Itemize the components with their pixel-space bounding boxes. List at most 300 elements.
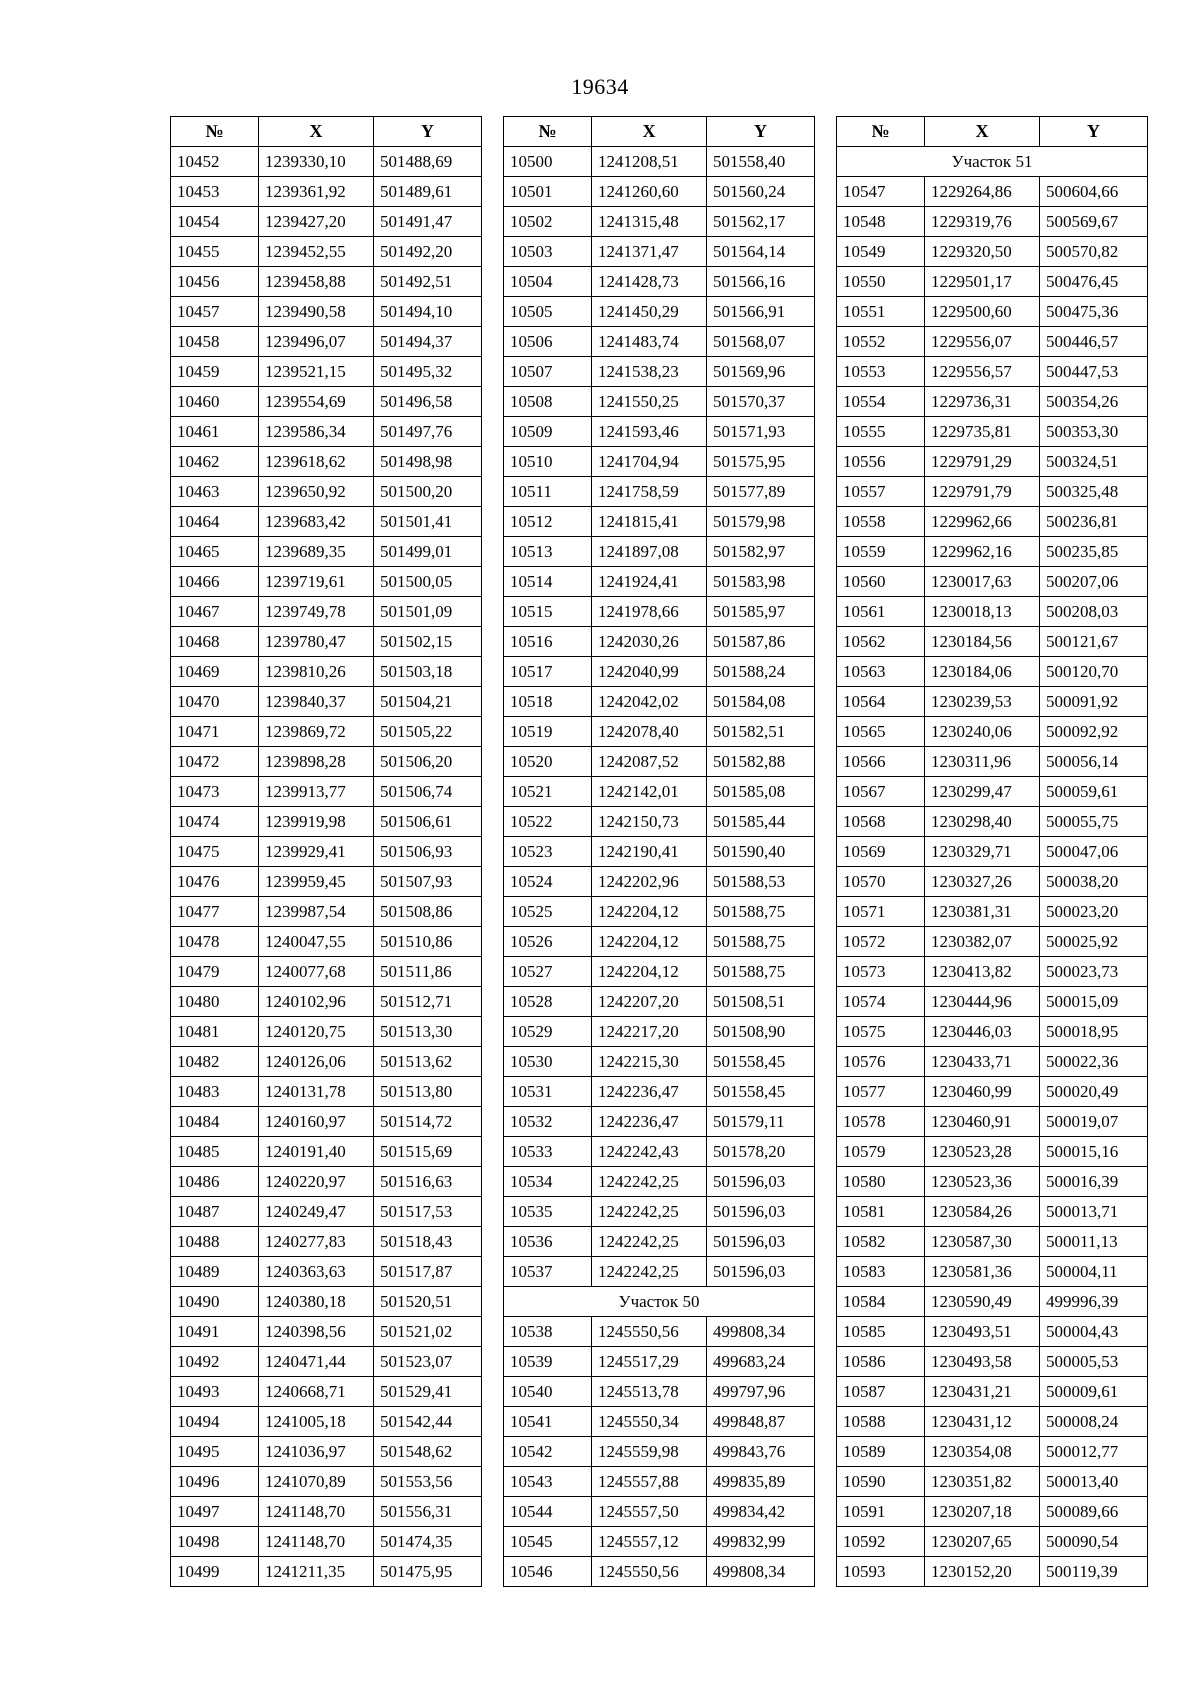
x-coordinate-cell: 1242207,20 [592, 987, 707, 1017]
table-row [837, 387, 1148, 417]
point-number-cell: 10505 [504, 297, 592, 327]
point-number-cell: 10590 [837, 1467, 925, 1497]
y-coordinate-cell: 501553,56 [374, 1467, 482, 1497]
point-number-cell: 10579 [837, 1137, 925, 1167]
point-number-cell: 10523 [504, 837, 592, 867]
x-coordinate-cell: 1239554,69 [259, 387, 374, 417]
y-coordinate-cell: 499797,96 [707, 1377, 815, 1407]
x-coordinate-cell: 1240249,47 [259, 1197, 374, 1227]
point-number-cell: 10461 [171, 417, 259, 447]
x-coordinate-cell: 1239330,10 [259, 147, 374, 177]
table-row [504, 1167, 815, 1197]
x-coordinate-cell: 1230590,49 [925, 1287, 1040, 1317]
y-coordinate-cell: 500023,20 [1040, 897, 1148, 927]
point-number-cell: 10477 [171, 897, 259, 927]
table-row [837, 987, 1148, 1017]
table-row [837, 1137, 1148, 1167]
y-coordinate-cell: 500012,77 [1040, 1437, 1148, 1467]
table-header-row [837, 117, 1148, 147]
table-row [837, 357, 1148, 387]
table-row [504, 447, 815, 477]
point-number-cell: 10571 [837, 897, 925, 927]
table-row [837, 537, 1148, 567]
table-row [171, 747, 482, 777]
point-number-cell: 10545 [504, 1527, 592, 1557]
x-coordinate-cell: 1240120,75 [259, 1017, 374, 1047]
table-row [171, 207, 482, 237]
point-number-cell: 10529 [504, 1017, 592, 1047]
point-number-cell: 10522 [504, 807, 592, 837]
x-coordinate-cell: 1242040,99 [592, 657, 707, 687]
table-row [171, 1227, 482, 1257]
y-coordinate-cell: 500090,54 [1040, 1527, 1148, 1557]
x-coordinate-cell: 1241978,66 [592, 597, 707, 627]
point-number-cell: 10540 [504, 1377, 592, 1407]
y-coordinate-cell: 499834,42 [707, 1497, 815, 1527]
y-coordinate-cell: 501562,17 [707, 207, 815, 237]
point-number-cell: 10490 [171, 1287, 259, 1317]
table-row [504, 1227, 815, 1257]
y-coordinate-cell: 500235,85 [1040, 537, 1148, 567]
y-coordinate-cell: 500475,36 [1040, 297, 1148, 327]
column-header-number: № [171, 117, 259, 147]
x-coordinate-cell: 1239749,78 [259, 597, 374, 627]
x-coordinate-cell: 1245550,34 [592, 1407, 707, 1437]
x-coordinate-cell: 1245557,88 [592, 1467, 707, 1497]
y-coordinate-cell: 501582,97 [707, 537, 815, 567]
x-coordinate-cell: 1240191,40 [259, 1137, 374, 1167]
table-row [504, 1197, 815, 1227]
x-coordinate-cell: 1239959,45 [259, 867, 374, 897]
y-coordinate-cell: 500022,36 [1040, 1047, 1148, 1077]
table-row [504, 1257, 815, 1287]
table-row [837, 1437, 1148, 1467]
y-coordinate-cell: 500005,53 [1040, 1347, 1148, 1377]
y-coordinate-cell: 500038,20 [1040, 867, 1148, 897]
point-number-cell: 10488 [171, 1227, 259, 1257]
x-coordinate-cell: 1242236,47 [592, 1107, 707, 1137]
y-coordinate-cell: 501590,40 [707, 837, 815, 867]
section-heading: Участок 51 [837, 147, 1148, 177]
point-number-cell: 10583 [837, 1257, 925, 1287]
point-number-cell: 10481 [171, 1017, 259, 1047]
table-row [837, 777, 1148, 807]
point-number-cell: 10587 [837, 1377, 925, 1407]
table-row [504, 777, 815, 807]
y-coordinate-cell: 501506,61 [374, 807, 482, 837]
table-row [171, 1347, 482, 1377]
coordinates-table-2 [503, 116, 815, 1587]
x-coordinate-cell: 1230298,40 [925, 807, 1040, 837]
x-coordinate-cell: 1230431,21 [925, 1377, 1040, 1407]
table-row [504, 1077, 815, 1107]
y-coordinate-cell: 501510,86 [374, 927, 482, 957]
x-coordinate-cell: 1241538,23 [592, 357, 707, 387]
x-coordinate-cell: 1245557,12 [592, 1527, 707, 1557]
y-coordinate-cell: 501501,41 [374, 507, 482, 537]
section-heading: Участок 50 [504, 1287, 815, 1317]
point-number-cell: 10521 [504, 777, 592, 807]
y-coordinate-cell: 501569,96 [707, 357, 815, 387]
x-coordinate-cell: 1229735,81 [925, 417, 1040, 447]
coordinates-table-3 [836, 116, 1148, 1587]
table-row [504, 507, 815, 537]
table-row [171, 267, 482, 297]
y-coordinate-cell: 499808,34 [707, 1557, 815, 1587]
table-row [171, 1377, 482, 1407]
y-coordinate-cell: 501508,90 [707, 1017, 815, 1047]
table-row [837, 687, 1148, 717]
table-row [504, 1527, 815, 1557]
y-coordinate-cell: 501506,20 [374, 747, 482, 777]
y-coordinate-cell: 501588,53 [707, 867, 815, 897]
y-coordinate-cell: 501504,21 [374, 687, 482, 717]
y-coordinate-cell: 501578,20 [707, 1137, 815, 1167]
y-coordinate-cell: 501587,86 [707, 627, 815, 657]
point-number-cell: 10588 [837, 1407, 925, 1437]
point-number-cell: 10468 [171, 627, 259, 657]
table-row [504, 537, 815, 567]
y-coordinate-cell: 500011,13 [1040, 1227, 1148, 1257]
table-row [837, 297, 1148, 327]
x-coordinate-cell: 1240220,97 [259, 1167, 374, 1197]
table-row [837, 1557, 1148, 1587]
x-coordinate-cell: 1239458,88 [259, 267, 374, 297]
x-coordinate-cell: 1230460,91 [925, 1107, 1040, 1137]
point-number-cell: 10493 [171, 1377, 259, 1407]
table-row [171, 1437, 482, 1467]
table-row [504, 147, 815, 177]
y-coordinate-cell: 500236,81 [1040, 507, 1148, 537]
point-number-cell: 10551 [837, 297, 925, 327]
x-coordinate-cell: 1240047,55 [259, 927, 374, 957]
table-row [837, 1317, 1148, 1347]
y-coordinate-cell: 501502,15 [374, 627, 482, 657]
y-coordinate-cell: 501556,31 [374, 1497, 482, 1527]
point-number-cell: 10535 [504, 1197, 592, 1227]
x-coordinate-cell: 1239869,72 [259, 717, 374, 747]
y-coordinate-cell: 500120,70 [1040, 657, 1148, 687]
point-number-cell: 10552 [837, 327, 925, 357]
x-coordinate-cell: 1229736,31 [925, 387, 1040, 417]
y-coordinate-cell: 501515,69 [374, 1137, 482, 1167]
x-coordinate-cell: 1239929,41 [259, 837, 374, 867]
x-coordinate-cell: 1239919,98 [259, 807, 374, 837]
y-coordinate-cell: 501492,51 [374, 267, 482, 297]
x-coordinate-cell: 1240102,96 [259, 987, 374, 1017]
point-number-cell: 10557 [837, 477, 925, 507]
x-coordinate-cell: 1230493,51 [925, 1317, 1040, 1347]
y-coordinate-cell: 501568,07 [707, 327, 815, 357]
y-coordinate-cell: 501512,71 [374, 987, 482, 1017]
y-coordinate-cell: 501495,32 [374, 357, 482, 387]
y-coordinate-cell: 501508,86 [374, 897, 482, 927]
x-coordinate-cell: 1239618,62 [259, 447, 374, 477]
x-coordinate-cell: 1230431,12 [925, 1407, 1040, 1437]
y-coordinate-cell: 500476,45 [1040, 267, 1148, 297]
table-row [837, 1377, 1148, 1407]
point-number-cell: 10464 [171, 507, 259, 537]
x-coordinate-cell: 1241315,48 [592, 207, 707, 237]
x-coordinate-cell: 1230446,03 [925, 1017, 1040, 1047]
y-coordinate-cell: 501499,01 [374, 537, 482, 567]
point-number-cell: 10582 [837, 1227, 925, 1257]
point-number-cell: 10501 [504, 177, 592, 207]
y-coordinate-cell: 501558,40 [707, 147, 815, 177]
table-row [504, 237, 815, 267]
table-row [171, 1137, 482, 1167]
point-number-cell: 10581 [837, 1197, 925, 1227]
point-number-cell: 10546 [504, 1557, 592, 1587]
point-number-cell: 10460 [171, 387, 259, 417]
point-number-cell: 10478 [171, 927, 259, 957]
point-number-cell: 10585 [837, 1317, 925, 1347]
table-row [504, 1017, 815, 1047]
point-number-cell: 10486 [171, 1167, 259, 1197]
table-row [171, 537, 482, 567]
point-number-cell: 10575 [837, 1017, 925, 1047]
point-number-cell: 10547 [837, 177, 925, 207]
x-coordinate-cell: 1240363,63 [259, 1257, 374, 1287]
point-number-cell: 10578 [837, 1107, 925, 1137]
y-coordinate-cell: 501517,87 [374, 1257, 482, 1287]
x-coordinate-cell: 1241148,70 [259, 1497, 374, 1527]
point-number-cell: 10511 [504, 477, 592, 507]
x-coordinate-cell: 1242142,01 [592, 777, 707, 807]
section-heading-row [837, 147, 1148, 177]
column-header-x: X [259, 117, 374, 147]
x-coordinate-cell: 1230184,56 [925, 627, 1040, 657]
y-coordinate-cell: 501513,80 [374, 1077, 482, 1107]
y-coordinate-cell: 501558,45 [707, 1077, 815, 1107]
y-coordinate-cell: 501582,88 [707, 747, 815, 777]
x-coordinate-cell: 1230207,65 [925, 1527, 1040, 1557]
table-row [837, 747, 1148, 777]
x-coordinate-cell: 1229264,86 [925, 177, 1040, 207]
y-coordinate-cell: 500604,66 [1040, 177, 1148, 207]
y-coordinate-cell: 500121,67 [1040, 627, 1148, 657]
x-coordinate-cell: 1230433,71 [925, 1047, 1040, 1077]
table-row [837, 1527, 1148, 1557]
table-row [837, 957, 1148, 987]
y-coordinate-cell: 501577,89 [707, 477, 815, 507]
point-number-cell: 10566 [837, 747, 925, 777]
point-number-cell: 10454 [171, 207, 259, 237]
table-row [171, 867, 482, 897]
point-number-cell: 10580 [837, 1167, 925, 1197]
point-number-cell: 10483 [171, 1077, 259, 1107]
table-row [837, 1197, 1148, 1227]
point-number-cell: 10476 [171, 867, 259, 897]
x-coordinate-cell: 1229791,79 [925, 477, 1040, 507]
point-number-cell: 10548 [837, 207, 925, 237]
x-coordinate-cell: 1241704,94 [592, 447, 707, 477]
table-row [171, 687, 482, 717]
x-coordinate-cell: 1230382,07 [925, 927, 1040, 957]
x-coordinate-cell: 1230413,82 [925, 957, 1040, 987]
table-row [504, 417, 815, 447]
table-row [171, 1107, 482, 1137]
x-coordinate-cell: 1242087,52 [592, 747, 707, 777]
table-row [171, 357, 482, 387]
y-coordinate-cell: 501542,44 [374, 1407, 482, 1437]
table-row [837, 177, 1148, 207]
x-coordinate-cell: 1230381,31 [925, 897, 1040, 927]
x-coordinate-cell: 1240126,06 [259, 1047, 374, 1077]
table-row [171, 717, 482, 747]
point-number-cell: 10568 [837, 807, 925, 837]
y-coordinate-cell: 500013,71 [1040, 1197, 1148, 1227]
x-coordinate-cell: 1242215,30 [592, 1047, 707, 1077]
y-coordinate-cell: 500047,06 [1040, 837, 1148, 867]
y-coordinate-cell: 501505,22 [374, 717, 482, 747]
x-coordinate-cell: 1239987,54 [259, 897, 374, 927]
y-coordinate-cell: 501584,08 [707, 687, 815, 717]
table-row [171, 1017, 482, 1047]
point-number-cell: 10576 [837, 1047, 925, 1077]
x-coordinate-cell: 1241550,25 [592, 387, 707, 417]
y-coordinate-cell: 500324,51 [1040, 447, 1148, 477]
table-row [504, 837, 815, 867]
x-coordinate-cell: 1239689,35 [259, 537, 374, 567]
x-coordinate-cell: 1230327,26 [925, 867, 1040, 897]
y-coordinate-cell: 501585,44 [707, 807, 815, 837]
point-number-cell: 10526 [504, 927, 592, 957]
table-row [171, 237, 482, 267]
y-coordinate-cell: 501492,20 [374, 237, 482, 267]
point-number-cell: 10495 [171, 1437, 259, 1467]
y-coordinate-cell: 500016,39 [1040, 1167, 1148, 1197]
y-coordinate-cell: 500015,16 [1040, 1137, 1148, 1167]
y-coordinate-cell: 501488,69 [374, 147, 482, 177]
y-coordinate-cell: 500570,82 [1040, 237, 1148, 267]
point-number-cell: 10509 [504, 417, 592, 447]
x-coordinate-cell: 1241208,51 [592, 147, 707, 177]
x-coordinate-cell: 1229501,17 [925, 267, 1040, 297]
y-coordinate-cell: 499843,76 [707, 1437, 815, 1467]
point-number-cell: 10502 [504, 207, 592, 237]
table-row [837, 837, 1148, 867]
table-row [504, 1317, 815, 1347]
y-coordinate-cell: 501585,97 [707, 597, 815, 627]
y-coordinate-cell: 500013,40 [1040, 1467, 1148, 1497]
point-number-cell: 10542 [504, 1437, 592, 1467]
y-coordinate-cell: 501506,93 [374, 837, 482, 867]
table-row [171, 1317, 482, 1347]
table-row [171, 657, 482, 687]
table-row [837, 417, 1148, 447]
y-coordinate-cell: 501596,03 [707, 1197, 815, 1227]
table-row [504, 717, 815, 747]
y-coordinate-cell: 501501,09 [374, 597, 482, 627]
column-header-y: Y [1040, 117, 1148, 147]
table-row [837, 657, 1148, 687]
y-coordinate-cell: 499996,39 [1040, 1287, 1148, 1317]
point-number-cell: 10517 [504, 657, 592, 687]
point-number-cell: 10560 [837, 567, 925, 597]
table-row [171, 957, 482, 987]
point-number-cell: 10500 [504, 147, 592, 177]
x-coordinate-cell: 1242030,26 [592, 627, 707, 657]
point-number-cell: 10593 [837, 1557, 925, 1587]
table-row [504, 567, 815, 597]
y-coordinate-cell: 501475,95 [374, 1557, 482, 1587]
point-number-cell: 10452 [171, 147, 259, 177]
table-row [837, 1347, 1148, 1377]
x-coordinate-cell: 1230444,96 [925, 987, 1040, 1017]
table-row [171, 1287, 482, 1317]
table-row [504, 987, 815, 1017]
point-number-cell: 10489 [171, 1257, 259, 1287]
x-coordinate-cell: 1241005,18 [259, 1407, 374, 1437]
x-coordinate-cell: 1230329,71 [925, 837, 1040, 867]
x-coordinate-cell: 1229320,50 [925, 237, 1040, 267]
column-header-x: X [592, 117, 707, 147]
table-row [504, 207, 815, 237]
point-number-cell: 10564 [837, 687, 925, 717]
y-coordinate-cell: 499808,34 [707, 1317, 815, 1347]
point-number-cell: 10491 [171, 1317, 259, 1347]
table-row [171, 1167, 482, 1197]
x-coordinate-cell: 1241036,97 [259, 1437, 374, 1467]
y-coordinate-cell: 500025,92 [1040, 927, 1148, 957]
y-coordinate-cell: 500092,92 [1040, 717, 1148, 747]
x-coordinate-cell: 1240277,83 [259, 1227, 374, 1257]
y-coordinate-cell: 501516,63 [374, 1167, 482, 1197]
y-coordinate-cell: 501529,41 [374, 1377, 482, 1407]
y-coordinate-cell: 501506,74 [374, 777, 482, 807]
x-coordinate-cell: 1229962,16 [925, 537, 1040, 567]
y-coordinate-cell: 499835,89 [707, 1467, 815, 1497]
point-number-cell: 10506 [504, 327, 592, 357]
point-number-cell: 10498 [171, 1527, 259, 1557]
x-coordinate-cell: 1230581,36 [925, 1257, 1040, 1287]
point-number-cell: 10569 [837, 837, 925, 867]
y-coordinate-cell: 501560,24 [707, 177, 815, 207]
y-coordinate-cell: 501500,05 [374, 567, 482, 597]
y-coordinate-cell: 501497,76 [374, 417, 482, 447]
table-row [171, 297, 482, 327]
x-coordinate-cell: 1239427,20 [259, 207, 374, 237]
point-number-cell: 10584 [837, 1287, 925, 1317]
point-number-cell: 10519 [504, 717, 592, 747]
table-row [504, 597, 815, 627]
point-number-cell: 10563 [837, 657, 925, 687]
x-coordinate-cell: 1242204,12 [592, 927, 707, 957]
table-row [504, 1407, 815, 1437]
y-coordinate-cell: 501503,18 [374, 657, 482, 687]
y-coordinate-cell: 501498,98 [374, 447, 482, 477]
y-coordinate-cell: 501588,24 [707, 657, 815, 687]
table-row [171, 777, 482, 807]
point-number-cell: 10504 [504, 267, 592, 297]
table-row [837, 1287, 1148, 1317]
x-coordinate-cell: 1241593,46 [592, 417, 707, 447]
x-coordinate-cell: 1241483,74 [592, 327, 707, 357]
x-coordinate-cell: 1230584,26 [925, 1197, 1040, 1227]
table-row [171, 177, 482, 207]
point-number-cell: 10458 [171, 327, 259, 357]
x-coordinate-cell: 1229791,29 [925, 447, 1040, 477]
column-header-y: Y [707, 117, 815, 147]
y-coordinate-cell: 501596,03 [707, 1257, 815, 1287]
x-coordinate-cell: 1230460,99 [925, 1077, 1040, 1107]
table-row [504, 687, 815, 717]
table-row [504, 477, 815, 507]
table-row [504, 1467, 815, 1497]
table-row [504, 1497, 815, 1527]
point-number-cell: 10562 [837, 627, 925, 657]
